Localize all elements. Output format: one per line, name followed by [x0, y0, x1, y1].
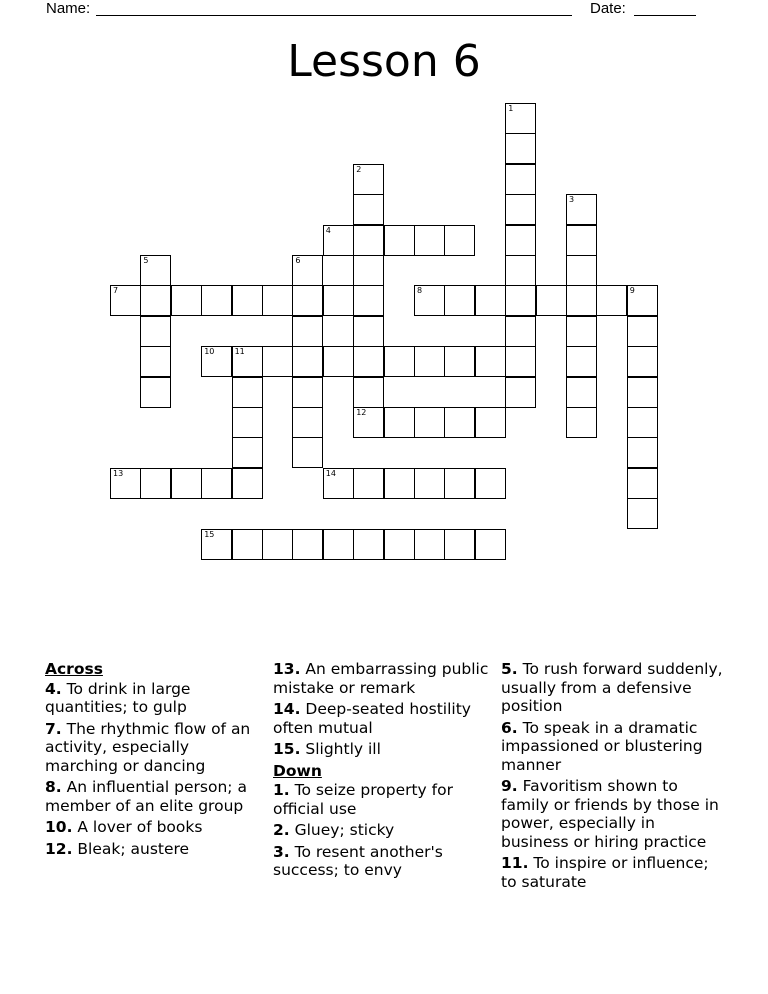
- grid-cell[interactable]: [262, 346, 293, 377]
- clue-number-label: 8: [417, 286, 423, 296]
- grid-cell[interactable]: [505, 285, 536, 316]
- grid-cell[interactable]: [505, 164, 536, 195]
- clue-number-label: 12: [356, 408, 367, 417]
- grid-cell[interactable]: [140, 255, 171, 286]
- clue-text: Bleak; austere: [72, 839, 190, 858]
- section-heading-down: Down: [273, 761, 322, 780]
- clue-item: [273, 660, 493, 697]
- clue-number-label: 10: [204, 347, 215, 357]
- grid-cell[interactable]: [505, 377, 536, 408]
- clue-number: 10.: [45, 818, 73, 836]
- clues-column-2: [273, 660, 493, 883]
- grid-cell[interactable]: [353, 346, 384, 377]
- grid-cell[interactable]: [627, 407, 658, 438]
- grid-cell[interactable]: [292, 285, 323, 316]
- grid-cell[interactable]: [627, 377, 658, 408]
- grid-cell[interactable]: [627, 346, 658, 377]
- grid-cell[interactable]: [566, 377, 597, 408]
- grid-cell[interactable]: [140, 316, 171, 347]
- clue-number-label: 3: [569, 195, 575, 205]
- grid-cell[interactable]: [232, 346, 263, 377]
- grid-cell[interactable]: [353, 225, 384, 256]
- grid-cell[interactable]: [566, 316, 597, 347]
- grid-cell[interactable]: [566, 346, 597, 377]
- clue-item: [501, 854, 726, 891]
- grid-cell[interactable]: [201, 529, 232, 560]
- clue-item: [501, 660, 726, 716]
- clue-item: [45, 720, 260, 776]
- grid-cell[interactable]: [505, 103, 536, 134]
- grid-cell[interactable]: [444, 529, 475, 560]
- clue-text: Favoritism shown to family or friends by those in power, especially in business or hiring practice: [501, 777, 719, 851]
- grid-cell[interactable]: [505, 255, 536, 286]
- clue-text: Gluey; sticky: [289, 821, 395, 839]
- clue-number: 4.: [45, 679, 62, 698]
- clue-number-label: 13: [113, 468, 124, 478]
- clue-number-label: 1: [508, 104, 514, 113]
- grid-cell[interactable]: [292, 316, 323, 347]
- grid-cell[interactable]: [475, 407, 506, 438]
- clue-text: An embarrassing public mistake or remark: [273, 660, 489, 697]
- clue-number-label: 6: [295, 256, 301, 265]
- clue-number-label: 4: [325, 225, 331, 235]
- clue-number: 7.: [45, 719, 62, 738]
- clue-item: [45, 778, 260, 815]
- clue-item: [273, 781, 493, 818]
- clue-number: 2.: [273, 821, 290, 839]
- grid-cell[interactable]: [262, 285, 293, 316]
- clue-number: 6.: [501, 718, 518, 737]
- grid-cell[interactable]: [505, 133, 536, 164]
- grid-cell[interactable]: [444, 407, 475, 438]
- grid-cell[interactable]: [232, 468, 263, 499]
- grid-cell[interactable]: [140, 468, 171, 499]
- grid-cell[interactable]: [232, 407, 263, 438]
- grid-cell[interactable]: [505, 346, 536, 377]
- grid-cell[interactable]: [384, 529, 415, 560]
- clue-text: The rhythmic flow of an activity, especially marching or dancing: [45, 719, 251, 775]
- grid-cell[interactable]: [536, 285, 567, 316]
- grid-cell[interactable]: [353, 407, 384, 438]
- clue-number: 15.: [273, 740, 301, 758]
- grid-cell[interactable]: [505, 225, 536, 256]
- grid-cell[interactable]: [444, 285, 475, 316]
- clue-number-label: 5: [143, 256, 149, 265]
- clue-text: Deep-seated hostility often mutual: [273, 700, 471, 737]
- clue-number: 8.: [45, 778, 62, 796]
- clue-item: [45, 840, 260, 859]
- clue-text: To seize property for official use: [273, 781, 453, 818]
- clue-number-label: 14: [325, 468, 336, 478]
- grid-cell[interactable]: [475, 346, 506, 377]
- grid-cell[interactable]: [140, 285, 171, 316]
- clue-number-label: 7: [113, 286, 119, 296]
- grid-cell[interactable]: [353, 255, 384, 286]
- grid-cell[interactable]: [444, 346, 475, 377]
- grid-cell[interactable]: [596, 285, 627, 316]
- name-label: Name:: [46, 0, 91, 17]
- grid-cell[interactable]: [414, 529, 445, 560]
- grid-cell[interactable]: [353, 285, 384, 316]
- grid-cell[interactable]: [475, 468, 506, 499]
- grid-cell[interactable]: [262, 529, 293, 560]
- grid-cell[interactable]: [232, 377, 263, 408]
- grid-cell[interactable]: [232, 437, 263, 468]
- grid-cell[interactable]: [505, 316, 536, 347]
- grid-cell[interactable]: [384, 407, 415, 438]
- grid-cell[interactable]: [566, 255, 597, 286]
- clues-column-1: [45, 660, 260, 861]
- grid-cell[interactable]: [566, 407, 597, 438]
- grid-cell[interactable]: [414, 407, 445, 438]
- date-label: Date:: [590, 0, 626, 17]
- clue-item: [273, 843, 493, 880]
- clue-number: 12.: [45, 839, 73, 858]
- clue-item: [45, 818, 260, 837]
- grid-cell[interactable]: [171, 468, 202, 499]
- clue-number: 14.: [273, 700, 301, 718]
- clue-text: A lover of books: [72, 818, 203, 836]
- grid-cell[interactable]: [353, 468, 384, 499]
- grid-cell[interactable]: [140, 377, 171, 408]
- clue-item: [45, 680, 260, 717]
- clue-text: To inspire or influence; to saturate: [501, 854, 709, 891]
- grid-cell[interactable]: [627, 316, 658, 347]
- clue-number: 5.: [501, 660, 518, 678]
- grid-cell[interactable]: [566, 285, 597, 316]
- grid-cell[interactable]: [627, 498, 658, 529]
- grid-cell[interactable]: [353, 164, 384, 195]
- grid-cell[interactable]: [566, 225, 597, 256]
- grid-cell[interactable]: [110, 468, 141, 499]
- page-title: Lesson 6: [287, 36, 481, 87]
- grid-cell[interactable]: [323, 285, 354, 316]
- grid-cell[interactable]: [475, 529, 506, 560]
- grid-cell[interactable]: [323, 468, 354, 499]
- grid-cell[interactable]: [414, 225, 445, 256]
- grid-cell[interactable]: [384, 225, 415, 256]
- grid-cell[interactable]: [232, 285, 263, 316]
- grid-cell[interactable]: [171, 285, 202, 316]
- grid-cell[interactable]: [323, 529, 354, 560]
- grid-cell[interactable]: [140, 346, 171, 377]
- grid-cell[interactable]: [444, 468, 475, 499]
- grid-cell[interactable]: [292, 377, 323, 408]
- grid-cell[interactable]: [353, 377, 384, 408]
- grid-cell[interactable]: [201, 468, 232, 499]
- clue-number: 1.: [273, 781, 290, 799]
- clue-text: To speak in a dramatic impassioned or blustering manner: [501, 718, 703, 774]
- grid-cell[interactable]: [292, 407, 323, 438]
- grid-cell[interactable]: [323, 225, 354, 256]
- grid-cell[interactable]: [627, 468, 658, 499]
- clue-item: [273, 740, 493, 759]
- grid-cell[interactable]: [110, 285, 141, 316]
- grid-cell[interactable]: [292, 437, 323, 468]
- section-heading-across: Across: [45, 660, 103, 678]
- clue-number: 11.: [501, 854, 529, 872]
- grid-cell[interactable]: [353, 194, 384, 225]
- clue-number-label: 11: [234, 347, 245, 357]
- grid-cell[interactable]: [414, 285, 445, 316]
- grid-cell[interactable]: [505, 194, 536, 225]
- clue-text: To resent another's success; to envy: [273, 842, 443, 879]
- clue-item: [501, 777, 726, 851]
- grid-cell[interactable]: [414, 346, 445, 377]
- grid-cell[interactable]: [292, 529, 323, 560]
- grid-cell[interactable]: [384, 346, 415, 377]
- grid-cell[interactable]: [627, 437, 658, 468]
- clue-text: An influential person; a member of an elite group: [45, 778, 247, 815]
- clues-column-3: [501, 660, 726, 894]
- grid-cell[interactable]: [353, 529, 384, 560]
- clue-item: [273, 821, 493, 840]
- grid-cell[interactable]: [201, 285, 232, 316]
- clue-number: 9.: [501, 777, 518, 795]
- clue-number: 3.: [273, 842, 290, 861]
- clue-text: To rush forward suddenly, usually from a defensive position: [501, 660, 723, 715]
- grid-cell[interactable]: [384, 468, 415, 499]
- clue-text: Slightly ill: [300, 740, 381, 758]
- grid-cell[interactable]: [627, 285, 658, 316]
- grid-cell[interactable]: [444, 225, 475, 256]
- grid-cell[interactable]: [292, 346, 323, 377]
- grid-cell[interactable]: [292, 255, 323, 286]
- grid-cell[interactable]: [201, 346, 232, 377]
- clue-item: [501, 719, 726, 775]
- clue-number-label: 15: [204, 529, 215, 539]
- grid-cell[interactable]: [475, 285, 506, 316]
- grid-cell[interactable]: [232, 529, 263, 560]
- grid-cell[interactable]: [414, 468, 445, 499]
- grid-cell[interactable]: [566, 194, 597, 225]
- grid-cell[interactable]: [323, 346, 354, 377]
- grid-cell[interactable]: [353, 316, 384, 347]
- clue-number-label: 9: [629, 286, 635, 296]
- clue-number: 13.: [273, 660, 301, 678]
- clue-item: [273, 700, 493, 737]
- clue-number-label: 2: [356, 164, 362, 174]
- clue-text: To drink in large quantities; to gulp: [45, 679, 191, 716]
